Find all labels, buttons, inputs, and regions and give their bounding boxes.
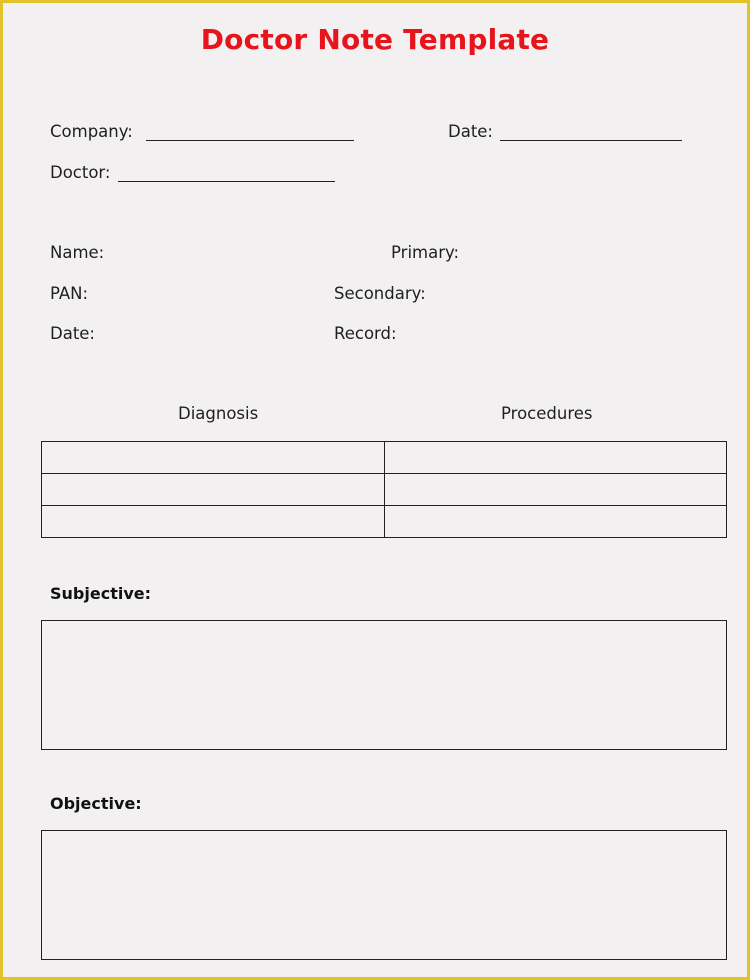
table-row (42, 506, 727, 538)
company-label: Company: (50, 122, 133, 141)
subjective-label: Subjective: (50, 584, 151, 603)
procedures-cell[interactable] (384, 442, 727, 474)
objective-label: Objective: (50, 794, 142, 813)
diagnosis-cell[interactable] (42, 506, 385, 538)
procedures-cell[interactable] (384, 474, 727, 506)
company-field[interactable] (146, 140, 354, 141)
primary-label: Primary: (391, 243, 460, 262)
procedures-cell[interactable] (384, 506, 727, 538)
page-title: Doctor Note Template (200, 23, 550, 56)
record-label: Record: (334, 324, 397, 343)
diagnosis-procedures-table (41, 441, 727, 538)
patient-date-label: Date: (50, 324, 95, 343)
diagnosis-heading: Diagnosis (178, 404, 259, 423)
objective-box[interactable] (41, 830, 727, 960)
table-row (42, 442, 727, 474)
procedures-heading: Procedures (501, 404, 593, 423)
header-date-label: Date: (448, 122, 493, 141)
diagnosis-cell[interactable] (42, 442, 385, 474)
secondary-label: Secondary: (334, 284, 426, 303)
subjective-box[interactable] (41, 620, 727, 750)
diagnosis-cell[interactable] (42, 474, 385, 506)
table-row (42, 474, 727, 506)
pan-label: PAN: (50, 284, 89, 303)
doctor-field[interactable] (118, 181, 335, 182)
name-label: Name: (50, 243, 105, 262)
header-date-field[interactable] (500, 140, 682, 141)
doctor-label: Doctor: (50, 163, 111, 182)
